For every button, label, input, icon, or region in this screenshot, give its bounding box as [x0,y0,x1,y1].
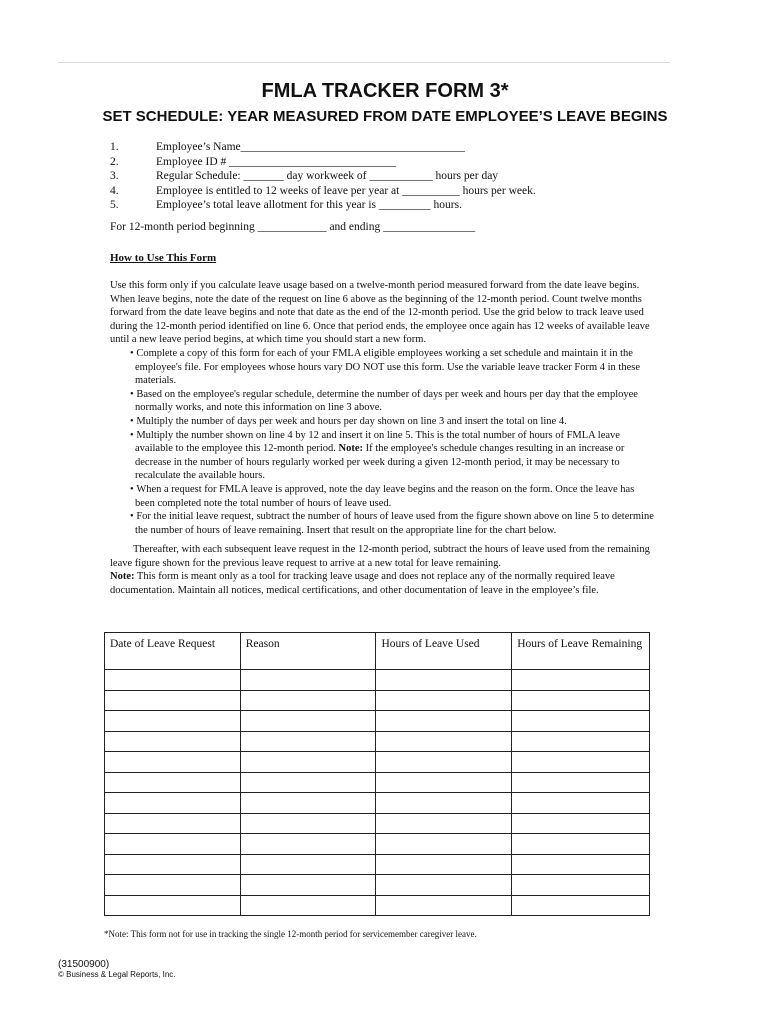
cell-reason[interactable] [240,752,376,773]
note-inline-label: Note: [338,443,364,455]
note-text: This form is meant only as a tool for tracking leave usage and does not replace any of the normally required leave documentation. Maintain all notices, medical certifications, and other documentation of leave in the employee’s file. [110,571,615,597]
instruction-item: • For the initial leave request, subtract the number of hours of leave used from the figure shown above on line 5 to determine the number of hours of leave remaining. Insert that result on the appropriate line for the chart below. [135,510,655,537]
instruction-text: Multiply the number shown on line 4 by 12 and insert it on line 5. This is the total number of hours of FMLA leave available to the employee this 12-month period. [135,429,620,455]
cell-date[interactable] [105,752,241,773]
header-hours-used: Hours of Leave Used [376,633,512,670]
field-employee-name[interactable] [110,140,536,155]
instructions [110,279,655,598]
cell-hours-used[interactable] [376,813,512,834]
field-number: 1. [110,141,119,153]
cell-reason[interactable] [240,731,376,752]
cell-hours-used[interactable] [376,670,512,691]
cell-date[interactable] [105,895,241,916]
table-row [105,772,650,793]
cell-hours-remaining[interactable] [512,731,650,752]
cell-hours-used[interactable] [376,854,512,875]
employee-fields [110,140,536,213]
cell-reason[interactable] [240,690,376,711]
cell-hours-used[interactable] [376,793,512,814]
cell-date[interactable] [105,793,241,814]
footnote: *Note: This form not for use in tracking the single 12-month period for servicemember caregiver leave. [104,929,477,939]
field-text: Employee ID # _____________________________ [156,155,396,168]
cell-date[interactable] [105,772,241,793]
table-body [105,670,650,916]
form-code: (31500900) [58,959,110,970]
form-title: FMLA TRACKER FORM 3* [261,80,509,102]
header-date: Date of Leave Request [105,633,241,670]
table-row [105,670,650,691]
cell-hours-remaining[interactable] [512,752,650,773]
field-total-allotment[interactable] [110,198,536,213]
cell-hours-remaining[interactable] [512,690,650,711]
field-number: 2. [110,155,119,168]
table-row [105,731,650,752]
header-reason: Reason [240,633,376,670]
table-row [105,752,650,773]
cell-date[interactable] [105,670,241,691]
cell-hours-used[interactable] [376,875,512,896]
howto-heading: How to Use This Form [110,252,217,264]
instruction-list [110,347,655,537]
cell-hours-used[interactable] [376,731,512,752]
table-row [105,813,650,834]
intro-paragraph: Use this form only if you calculate leave usage based on a twelve-month period measured forward from the date leave begins. When leave begins, note the date of the request on line 6 above as the beginning of the 12-month period. Count twelve months forward from the date leave begins and note that date as the end of the 12-month period. Use the grid below to track leave used during the 12-month period identified on line 6. Once that period ends, the employee once again has 12 weeks of available leave until a new leave period begins, at which time you should start a new form. [110,280,650,346]
field-number: 5. [110,199,119,211]
copyright: © Business & Legal Reports, Inc. [58,970,176,979]
table-header-row [105,633,650,670]
note-paragraph [110,570,655,597]
cell-date[interactable] [105,834,241,855]
cell-reason[interactable] [240,772,376,793]
field-text: Regular Schedule: _______ day workweek of ___________ hours per day [156,170,499,182]
field-weekly-entitlement[interactable] [110,184,536,199]
cell-reason[interactable] [240,670,376,691]
cell-hours-used[interactable] [376,690,512,711]
cell-hours-remaining[interactable] [512,711,650,732]
table-row [105,711,650,732]
cell-reason[interactable] [240,875,376,896]
table-row [105,854,650,875]
cell-hours-remaining[interactable] [512,813,650,834]
form-subtitle: SET SCHEDULE: YEAR MEASURED FROM DATE EMPLOYEE’S LEAVE BEGINS [102,108,668,125]
cell-date[interactable] [105,854,241,875]
cell-hours-used[interactable] [376,752,512,773]
thereafter-paragraph: Thereafter, with each subsequent leave request in the 12-month period, subtract the hours of leave used from the remaining leave figure shown for the previous leave request to arrive at a new total for leave remaining. [110,544,650,569]
cell-date[interactable] [105,813,241,834]
cell-hours-remaining[interactable] [512,793,650,814]
table-row [105,690,650,711]
cell-hours-remaining[interactable] [512,875,650,896]
cell-hours-remaining[interactable] [512,670,650,691]
instruction-item [135,429,655,483]
cell-hours-used[interactable] [376,711,512,732]
cell-hours-used[interactable] [376,772,512,793]
cell-hours-remaining[interactable] [512,772,650,793]
table-row [105,834,650,855]
note-label: Note: [110,571,135,583]
cell-date[interactable] [105,690,241,711]
field-number: 3. [110,170,119,182]
cell-reason[interactable] [240,813,376,834]
instruction-item: • Multiply the number of days per week and hours per day shown on line 3 and insert the total on line 4. [135,415,655,429]
field-regular-schedule[interactable] [110,169,536,184]
top-divider [58,62,670,63]
cell-date[interactable] [105,711,241,732]
cell-reason[interactable] [240,834,376,855]
cell-reason[interactable] [240,854,376,875]
field-text: Employee’s total leave allotment for this year is _________ hours. [156,199,462,211]
field-text: Employee is entitled to 12 weeks of leave per year at __________ hours per week. [156,184,536,197]
instruction-item: • Based on the employee's regular schedule, determine the number of days per week and hours per day that the employee normally works, and note this information on line 3 above. [135,388,655,415]
cell-date[interactable] [105,731,241,752]
cell-reason[interactable] [240,895,376,916]
header-hours-remaining: Hours of Leave Remaining [512,633,650,670]
cell-hours-remaining[interactable] [512,854,650,875]
table-row [105,875,650,896]
instruction-item: • Complete a copy of this form for each of your FMLA eligible employees working a set schedule and maintain it in the employee's file. For employees whose hours vary DO NOT use this form. Use the variable leave tracker Form 4 in these materials. [135,347,655,388]
instruction-text: If the employee's schedule changes resulting in an increase or decrease in the number of hours regularly worked per week during a given 12-month period, it may be necessary to recalculate the available hours. [135,443,625,482]
cell-hours-used[interactable] [376,834,512,855]
leave-table [104,632,650,916]
table-row [105,793,650,814]
cell-hours-remaining[interactable] [512,895,650,916]
cell-date[interactable] [105,875,241,896]
table-row [105,895,650,916]
field-number: 4. [110,184,119,197]
cell-reason[interactable] [240,711,376,732]
cell-hours-used[interactable] [376,895,512,916]
instruction-item: • When a request for FMLA leave is approved, note the day leave begins and the reason on the form. Once the leave has been completed note the total number of hours of leave used. [135,483,655,510]
period-line[interactable]: For 12-month period beginning ____________ and ending ________________ [110,221,476,233]
cell-hours-remaining[interactable] [512,834,650,855]
field-text: Employee’s Name_______________________________________ [156,141,465,153]
field-employee-id[interactable] [110,155,536,170]
cell-reason[interactable] [240,793,376,814]
